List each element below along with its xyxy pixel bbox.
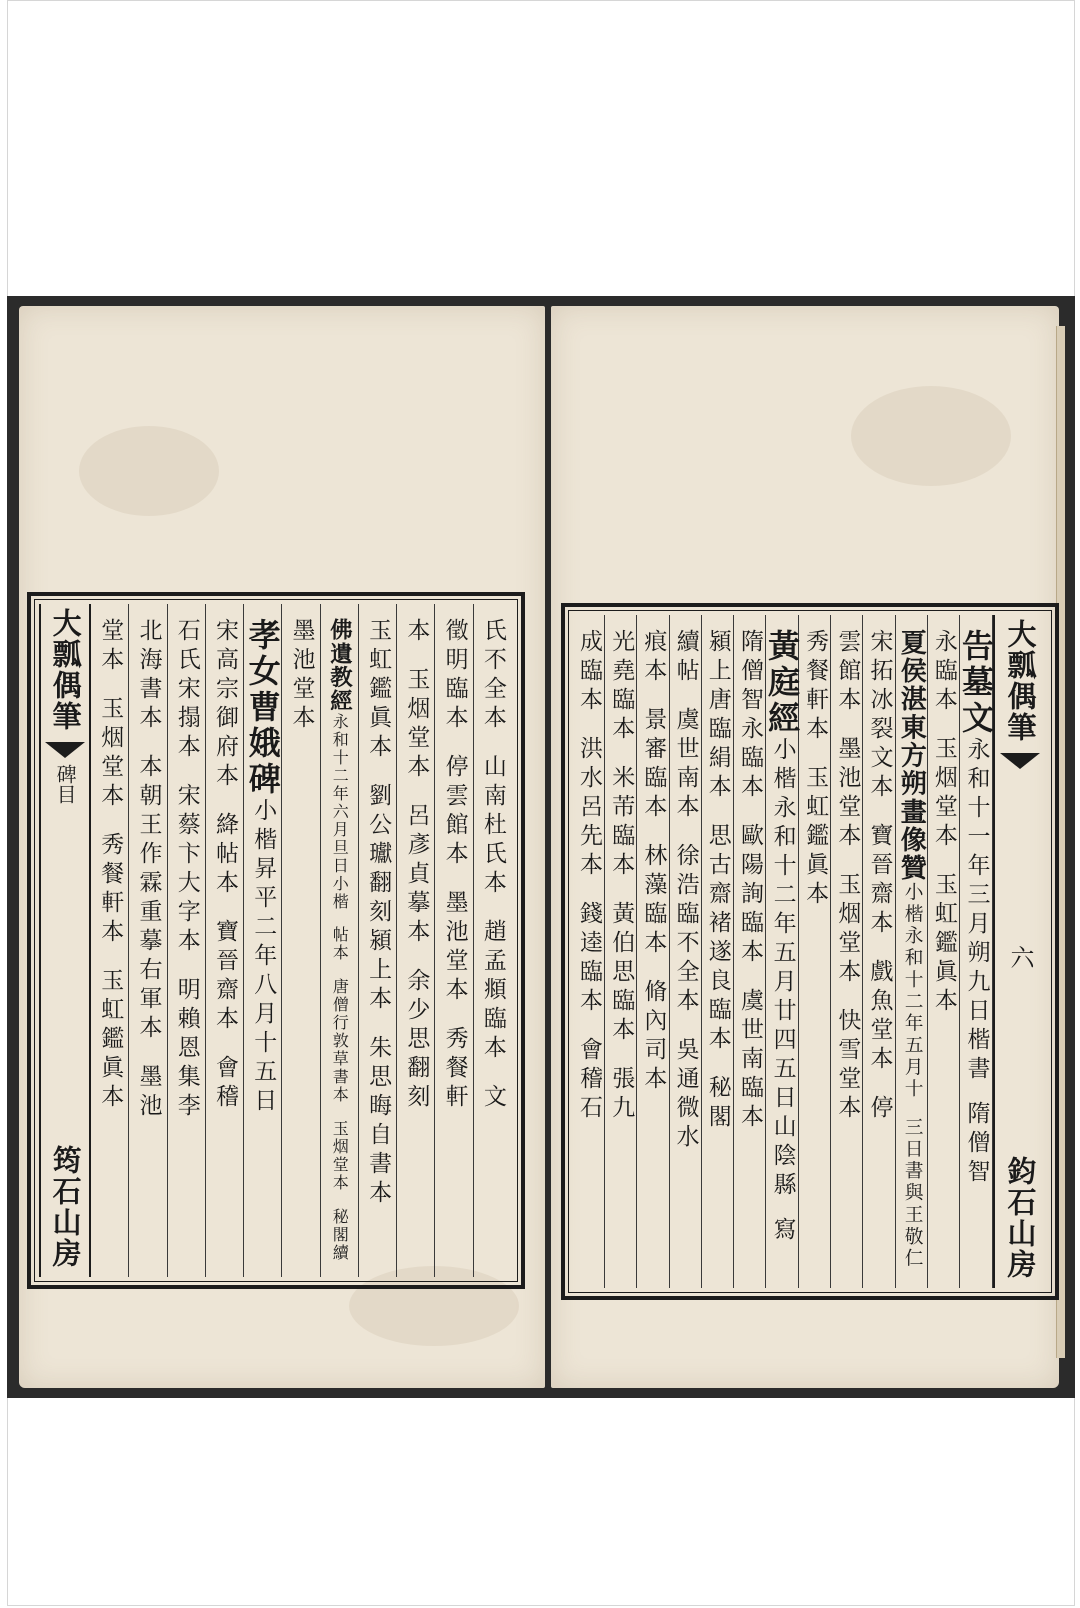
edition-entry: 絳帖本 <box>212 812 238 899</box>
publisher-name: 鈞石山房 <box>1003 1156 1038 1280</box>
edition-entry: 成臨本 <box>576 629 603 716</box>
text-column <box>831 615 863 1288</box>
text-column <box>397 604 435 1277</box>
entry-title: 佛遺教經 <box>326 618 353 713</box>
text-column <box>605 615 637 1288</box>
edition-entry: 宋高宗御府本 <box>212 618 238 792</box>
section-label: 碑目 <box>53 764 78 804</box>
edition-entry: 氏不全本 <box>479 618 506 734</box>
edition-entry: 寶晉齋本 <box>866 823 893 939</box>
entry-heading-group <box>326 618 353 1263</box>
edition-entry: 唐僧行敦草書本 <box>330 978 350 1105</box>
text-column <box>573 615 605 1288</box>
edition-entry: 山南杜氏本 <box>479 754 506 899</box>
entry-title: 黃庭經 <box>763 629 802 737</box>
edition-entry: 秘閣 <box>704 1075 731 1133</box>
page-number: 六 <box>1006 945 1034 969</box>
text-column <box>91 604 129 1277</box>
edition-entry: 玉烟堂本 <box>330 1120 350 1193</box>
edition-entry: 虞世南本 <box>672 707 699 823</box>
edition-entry: 呂彥貞摹本 <box>403 803 430 948</box>
entry-note: 永和十二年六月旦日小楷 <box>330 712 350 911</box>
edition-entry: 景審臨本 <box>640 707 667 823</box>
edition-entry: 張九 <box>608 1066 635 1124</box>
edition-entry: 黃伯思臨本 <box>608 901 635 1046</box>
edition-entry: 墨池堂本 <box>441 890 468 1006</box>
fish-tail-mark <box>45 742 85 758</box>
publisher-name: 筠石山房 <box>48 1145 83 1269</box>
edition-entry: 明賴恩集李 <box>173 977 200 1122</box>
edition-entry: 本 <box>403 618 430 647</box>
fish-tail-mark <box>1000 753 1040 769</box>
text-column <box>896 615 928 1288</box>
edition-entry: 玉烟堂本 <box>97 696 124 812</box>
edition-entry: 雲館本 <box>834 629 861 716</box>
edition-entry: 痕本 <box>640 629 667 687</box>
edition-entry: 玉烟堂本 <box>930 736 957 852</box>
edition-entry: 趙孟頫臨本 <box>479 919 506 1064</box>
text-column <box>359 604 397 1277</box>
edition-entry: 停雲館本 <box>441 754 468 870</box>
entry-title: 夏侯湛東方朔畫像贊 <box>896 629 927 883</box>
edition-entry: 洪水呂先本 <box>576 736 603 881</box>
edition-entry: 朱思晦自書本 <box>365 1035 392 1209</box>
entry-heading-group <box>243 618 282 1117</box>
edition-entry: 玉虹鑑眞本 <box>802 765 829 910</box>
edition-entry: 續帖 <box>672 629 699 687</box>
book-title: 大瓢偶筆 <box>1003 619 1038 743</box>
edition-entry: 宋拓冰裂文本 <box>866 629 893 803</box>
text-column <box>637 615 669 1288</box>
text-column <box>474 604 511 1277</box>
text-column <box>282 604 320 1277</box>
text-column <box>799 615 831 1288</box>
columns-left <box>39 604 511 1277</box>
text-column <box>957 615 995 1288</box>
edition-entry: 錢逵臨本 <box>576 901 603 1017</box>
page-margin-center <box>39 604 91 1277</box>
entry-heading-group <box>763 629 802 1246</box>
edition-entry: 秀餐軒本 <box>97 832 124 948</box>
text-column <box>129 604 167 1277</box>
entry-heading-group <box>957 629 995 1188</box>
edition-entry: 玉虹鑑眞本 <box>930 872 957 1017</box>
edition-entry: 秀餐軒 <box>441 1026 468 1113</box>
edition-entry: 玉虹鑑眞本 <box>97 968 124 1113</box>
edition-entry: 堂本 <box>97 618 124 676</box>
edition-entry: 石氏宋搨本 <box>173 618 200 763</box>
edition-entry: 吳通微水 <box>672 1037 699 1153</box>
edition-entry: 帖本 <box>330 926 350 963</box>
paper-stain <box>851 386 1011 486</box>
edition-entry: 文 <box>479 1084 506 1113</box>
edition-entry: 光堯臨本 <box>608 629 635 745</box>
text-block-right <box>561 603 1059 1300</box>
edition-entry: 玉烟堂本 <box>403 667 430 783</box>
page-margin-center <box>993 615 1045 1288</box>
text-column <box>435 604 473 1277</box>
text-column <box>244 604 282 1277</box>
edition-entry: 徐浩臨不全本 <box>672 843 699 1017</box>
edition-entry: 隋僧智 <box>963 1101 990 1188</box>
edition-entry: 隋僧智永臨本 <box>736 629 763 803</box>
edition-entry: 劉公瓛翻刻潁上本 <box>365 783 392 1015</box>
edition-entry: 會稽 <box>212 1055 238 1113</box>
edition-entry: 墨池 <box>135 1064 162 1122</box>
edition-entry: 玉虹鑑眞本 <box>365 618 392 763</box>
entry-note: 永和十一年三月朔九日楷書 <box>963 737 990 1085</box>
book-title: 大瓢偶筆 <box>48 608 83 732</box>
entry-note: 小楷永和十二年五月十 <box>901 882 923 1101</box>
entry-title: 孝女曹娥碑 <box>243 618 282 798</box>
entry-title: 告墓文 <box>957 629 995 737</box>
edition-entry: 林藻臨本 <box>640 843 667 959</box>
edition-entry: 會稽石 <box>576 1037 603 1124</box>
edition-entry: 北海書本 <box>135 618 162 734</box>
entry-note: 小楷昇平二年八月十五日 <box>250 798 277 1117</box>
edition-entry: 潁上唐臨絹本 <box>704 629 731 803</box>
publisher-wrap <box>41 1145 89 1269</box>
text-column <box>702 615 734 1288</box>
entry-heading-group <box>896 629 927 1271</box>
edition-entry: 三日書與王敬仁 <box>901 1116 923 1271</box>
edition-entry: 寶晉齋本 <box>212 919 238 1035</box>
text-column <box>670 615 702 1288</box>
entry-note: 小楷永和十二年五月廿四五日山陰縣 <box>769 737 796 1201</box>
edition-entry: 玉烟堂本 <box>834 872 861 988</box>
edition-entry: 本朝王作霖重摹右軍本 <box>135 754 162 1044</box>
edition-entry: 停 <box>866 1095 893 1124</box>
text-column <box>863 615 895 1288</box>
edition-entry: 余少思翻刻 <box>403 968 430 1113</box>
text-column <box>734 615 766 1288</box>
text-column <box>168 604 206 1277</box>
edition-entry: 脩內司本 <box>640 979 667 1095</box>
edition-entry: 思古齋褚遂良臨本 <box>704 823 731 1055</box>
edition-entry: 米芾臨本 <box>608 765 635 881</box>
text-column <box>928 615 960 1288</box>
text-column <box>763 615 802 1288</box>
publisher-wrap <box>995 1156 1045 1280</box>
text-column <box>206 604 244 1277</box>
edition-entry: 宋蔡卞大字本 <box>173 783 200 957</box>
edition-entry: 寫 <box>769 1217 796 1246</box>
edition-entry: 快雪堂本 <box>834 1008 861 1124</box>
edition-entry: 墨池堂本 <box>288 618 315 734</box>
paper-stain <box>79 426 219 516</box>
edition-entry: 墨池堂本 <box>834 736 861 852</box>
columns-right <box>573 615 1045 1288</box>
edition-entry: 虞世南臨本 <box>736 988 763 1133</box>
left-page <box>19 306 545 1388</box>
right-page <box>551 306 1059 1388</box>
edition-entry: 戲魚堂本 <box>866 959 893 1075</box>
edition-entry: 歐陽詢臨本 <box>736 823 763 968</box>
edition-entry: 徵明臨本 <box>441 618 468 734</box>
text-column <box>321 604 359 1277</box>
edition-entry: 永臨本 <box>930 629 957 716</box>
book-scan <box>7 296 1075 1398</box>
edition-entry: 秀餐軒本 <box>802 629 829 745</box>
edition-entry: 秘閣續 <box>330 1208 350 1263</box>
text-block-left <box>27 592 525 1289</box>
